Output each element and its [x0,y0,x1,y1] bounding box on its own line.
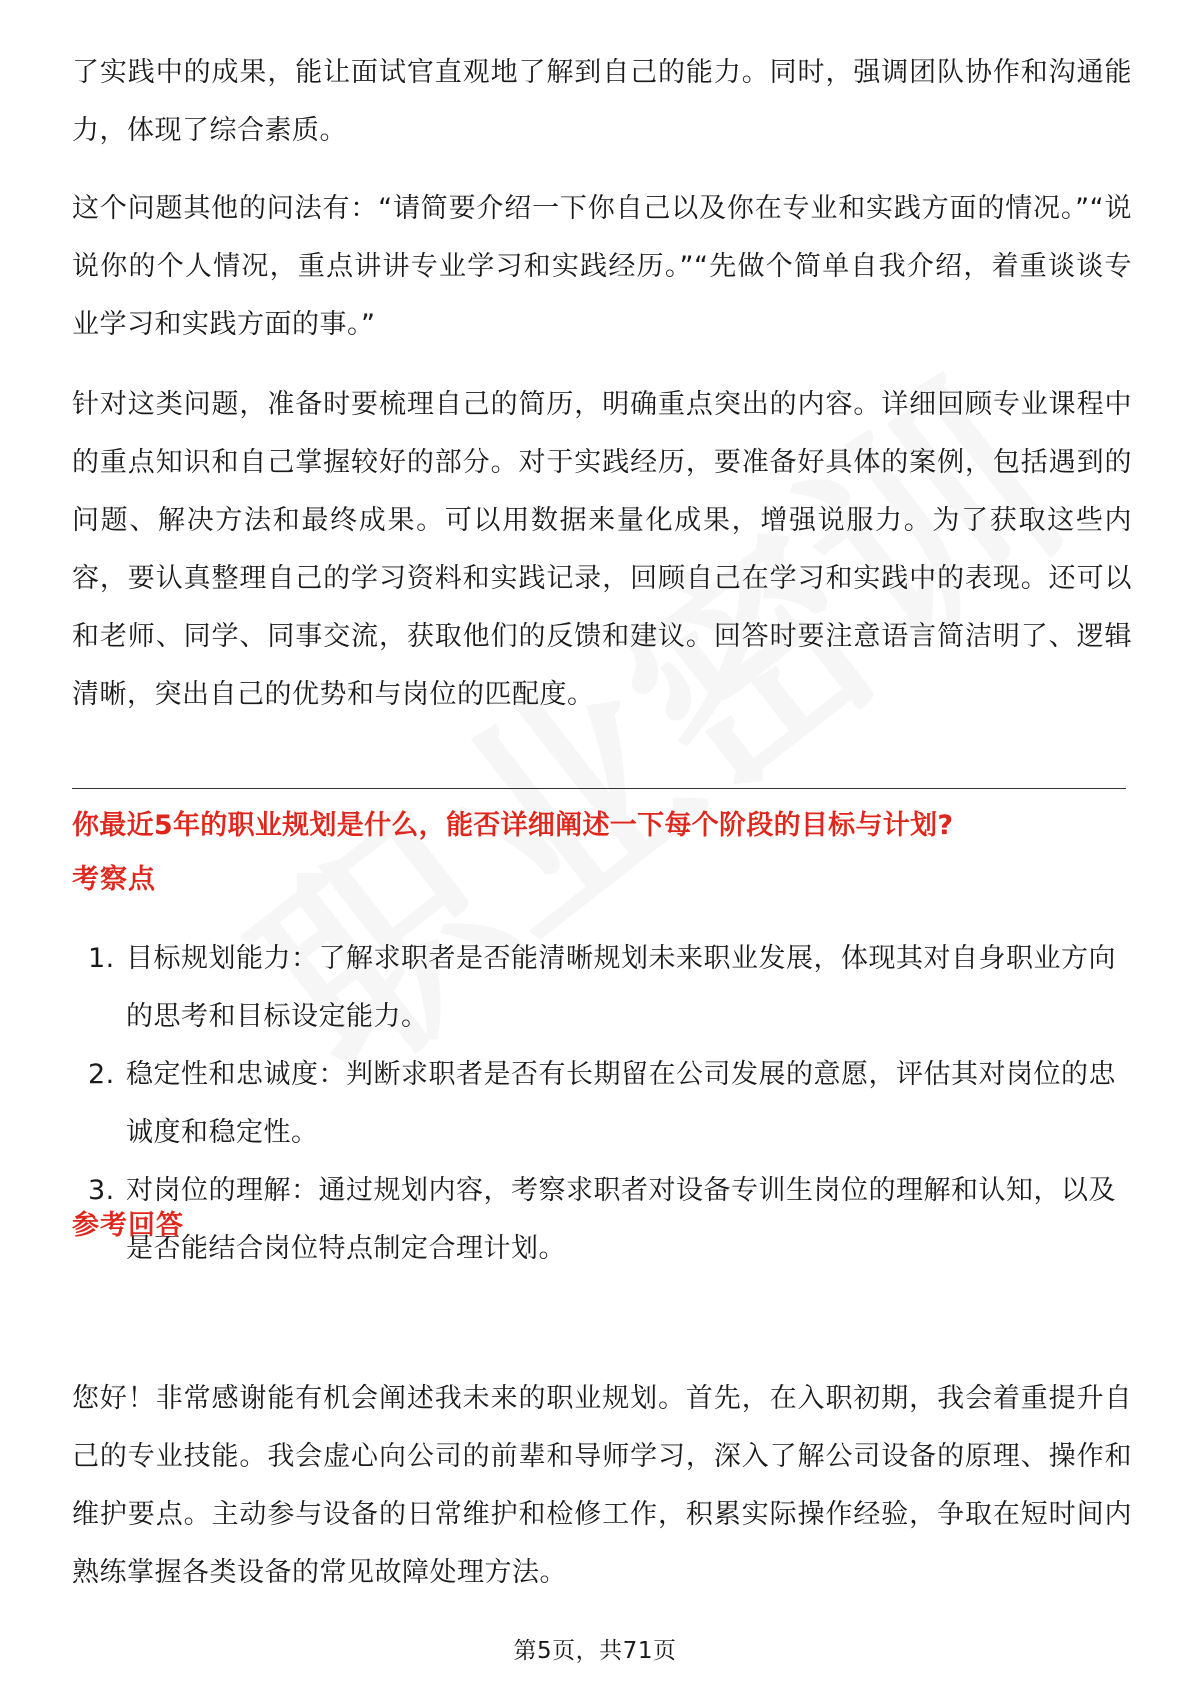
intro-section [72,44,1132,724]
points-heading: 考察点 [72,864,156,895]
list-item-text: 目标规划能力：了解求职者是否能清晰规划未来职业发展，体现其对自身职业方向的思考和目标设定能力。 [126,943,1116,1032]
list-item-text: 稳定性和忠诚度：判断求职者是否有长期留在公司发展的意愿，评估其对岗位的忠诚度和稳定性。 [126,1059,1116,1148]
list-number: 3. [88,1175,115,1206]
page-footer: 第5页，共71页 [513,1638,677,1664]
list-item [72,1162,1132,1278]
intro-paragraph: 了实践中的成果，能让面试官直观地了解到自己的能力。同时，强调团队协作和沟通能力，体现了综合素质。 [72,57,1132,146]
section-divider [72,788,1126,789]
list-number: 2. [88,1059,115,1090]
list-number: 1. [88,943,115,974]
intro-paragraph: 这个问题其他的问法有：“请简要介绍一下你自己以及你在专业和实践方面的情况。”“说说你的个人情况，重点讲讲专业学习和实践经历。”“先做个简单自我介绍，着重谈谈专业学习和实践方面的事。” [72,193,1132,340]
answer-section [72,1370,1132,1602]
list-item [72,930,1132,1046]
points-list [72,930,1132,1278]
list-item-text: 对岗位的理解：通过规划内容，考察求职者对设备专训生岗位的理解和认知，以及是否能结合岗位特点制定合理计划。 [126,1175,1116,1264]
intro-paragraph: 针对这类问题，准备时要梳理自己的简历，明确重点突出的内容。详细回顾专业课程中的重点知识和自己掌握较好的部分。对于实践经历，要准备好具体的案例，包括遇到的问题、解决方法和最终成果。可以用数据来量化成果，增强说服力。为了获取这些内容，要认真整理自己的学习资料和实践记录，回顾自己在学习和实践中的表现。还可以和老师、同学、同事交流，获取他们的反馈和建议。回答时要注意语言简洁明了、逻辑清晰，突出自己的优势和与岗位的匹配度。 [72,389,1132,710]
question-title: 你最近5年的职业规划是什么，能否详细阐述一下每个阶段的目标与计划? [72,810,954,841]
answer-heading: 参考回答 [72,1210,184,1241]
answer-paragraph: 您好！非常感谢能有机会阐述我未来的职业规划。首先，在入职初期，我会着重提升自己的专业技能。我会虚心向公司的前辈和导师学习，深入了解公司设备的原理、操作和维护要点。主动参与设备的日常维护和检修工作，积累实际操作经验，争取在短时间内熟练掌握各类设备的常见故障处理方法。 [72,1383,1132,1588]
list-item [72,1046,1132,1162]
